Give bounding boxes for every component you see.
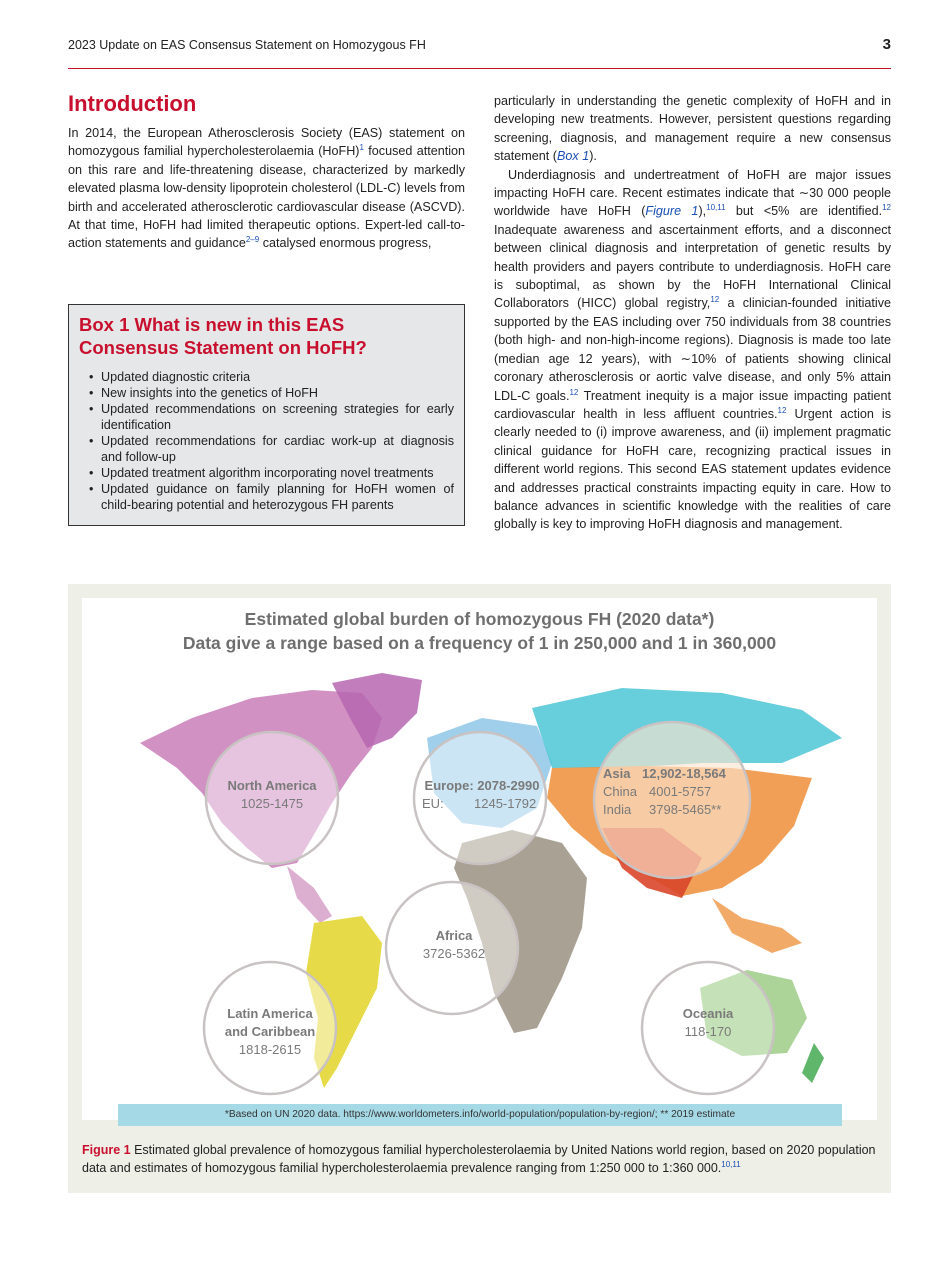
value-africa: 3726-5362	[422, 946, 486, 961]
label-oceania: Oceania	[682, 1006, 734, 1021]
box-title: Box 1 What is new in this EAS Consensus Statement on HoFH?	[79, 314, 367, 358]
map-new-zealand	[802, 1043, 824, 1083]
citation[interactable]: 10,11	[721, 1159, 741, 1169]
page-number: 3	[882, 36, 891, 53]
box-list	[79, 369, 454, 513]
label-latin-america-2: and Caribbean	[224, 1024, 316, 1039]
header-rule	[68, 68, 891, 69]
value-latin-america: 1818-2615	[238, 1042, 302, 1057]
running-title: 2023 Update on EAS Consensus Statement on Homozygous FH	[68, 38, 426, 52]
label-asia: Asia	[603, 766, 631, 781]
caption-text: Estimated global prevalence of homozygous familial hypercholesterolaemia by United Nations world region, based on 2020 population data and estimates of homozygous familial hypercholesterolaemia prevalence ranging from 1:250 000 to 1:360 000.	[82, 1143, 876, 1175]
box-link[interactable]: Box 1	[557, 149, 590, 164]
value-india: 3798-5465**	[649, 802, 722, 817]
citation[interactable]: 1	[359, 143, 364, 153]
figure-footnote: *Based on UN 2020 data. https://www.worldometers.info/world-population/population-by-region/; ** 2019 estimate	[118, 1104, 842, 1126]
value-china: 4001-5757	[649, 784, 712, 799]
list-item: • Updated recommendations for cardiac work-up at diagnosis and follow-up	[91, 433, 454, 465]
citation[interactable]: 12	[777, 405, 787, 415]
figure-link[interactable]: Figure 1	[645, 204, 699, 219]
list-item: • Updated diagnostic criteria	[91, 369, 454, 385]
citation[interactable]: 10,11	[706, 203, 726, 213]
label-africa: Africa	[435, 928, 473, 943]
label-china: China	[603, 784, 637, 799]
figure-image	[82, 598, 877, 1120]
body-paragraph: Underdiagnosis and undertreatment of HoFH are major issues impacting HoFH care. Recent estimates indicate that ∼30 000 people worldwide have HoFH (Figure 1),$^{10,11}$ but <5% are identified.$^{12}$ Inadequate awareness and ascertainment efforts, and a disconnect between clinical diagnosis and interpretation of genetic results by health providers and payers contribute to underdiagnosis. HoFH care is suboptimal, as shown by the HoFH International Clinical Collaborators (HICC) global registry,$^{12}$ a clinician-founded initiative supported by the EAS including over 750 individuals from 38 countries (both high- and non-high-income regions). Diagnosis is made too late (median age 12 years), with ∼10% of patients showing clinical coronary atherosclerosis or aortic valve disease, and only 5% attain LDL-C goals.$^{12}$ Treatment inequity is a major issue impacting patient cardiovascular health in less affluent countries.$^{12}$ Urgent action is clearly needed to (i) improve awareness, and (ii) implement pragmatic clinical guidance for HoFH care, recognizing practical issues in different world regions. This second EAS statement updates evidence and addresses practical constraints impacting equity in care. How to balance advances in scientific knowledge with the realities of care globally is key to improving HoFH diagnosis and management.	[494, 167, 892, 532]
body-paragraph: particularly in understanding the genetic complexity of HoFH and in developing new treatments. However, persistent questions regarding screening, diagnosis, and management require a new consensus statement (Box 1).	[494, 94, 891, 164]
label-latin-america-1: Latin America	[227, 1006, 313, 1021]
list-item: • Updated treatment algorithm incorporating novel treatments	[91, 465, 454, 481]
figure-1	[68, 584, 891, 1193]
label-north-america: North America	[227, 778, 317, 793]
citation[interactable]: 12	[569, 387, 579, 397]
map-southeast-asia	[712, 898, 802, 953]
list-item: • New insights into the genetics of HoFH	[91, 385, 454, 401]
value-eu: 1245-1792	[474, 796, 537, 811]
value-north-america: 1025-1475	[240, 796, 304, 811]
left-column	[68, 90, 465, 253]
box-1	[68, 304, 465, 526]
map-central-america	[287, 866, 332, 923]
citation[interactable]: 12	[710, 295, 720, 305]
circle-asia	[594, 722, 750, 878]
list-item: • Updated guidance on family planning for HoFH women of child-bearing potential and heterozygous FH parents	[91, 481, 454, 513]
caption-label: Figure 1	[82, 1143, 131, 1157]
label-europe: Europe: 2078-2990	[424, 778, 540, 793]
list-item: • Updated recommendations on screening strategies for early identification	[91, 401, 454, 433]
citation[interactable]: 12	[882, 203, 891, 213]
figure-title-line-2: Data give a range based on a frequency of 1 in 250,000 and 1 in 360,000	[182, 633, 777, 653]
value-asia: 12,902-18,564	[642, 766, 726, 781]
label-eu: EU:	[422, 796, 444, 811]
right-column	[494, 92, 891, 534]
running-head	[68, 38, 891, 58]
section-heading: Introduction	[68, 91, 197, 116]
value-oceania: 118-170	[684, 1024, 732, 1039]
world-map	[82, 598, 877, 1098]
figure-caption	[82, 1141, 877, 1177]
intro-paragraph: In 2014, the European Atherosclerosis Society (EAS) statement on homozygous familial hypercholesterolaemia (HoFH)$^1$ focused attention on this rare and life-threatening disease, characterized by markedly elevated plasma low-density lipoprotein cholesterol (LDL-C) levels from birth and accelerated atherosclerotic cardiovascular disease (ASCVD). At that time, HoFH had limited therapeutic options. Expert-led call-to-action statements and guidance$^{2-9}$ catalysed enormous progress,	[68, 126, 466, 251]
figure-title-line-1: Estimated global burden of homozygous FH (2020 data*)	[244, 609, 715, 629]
label-india: India	[603, 802, 632, 817]
citation[interactable]: 2–9	[245, 235, 260, 245]
